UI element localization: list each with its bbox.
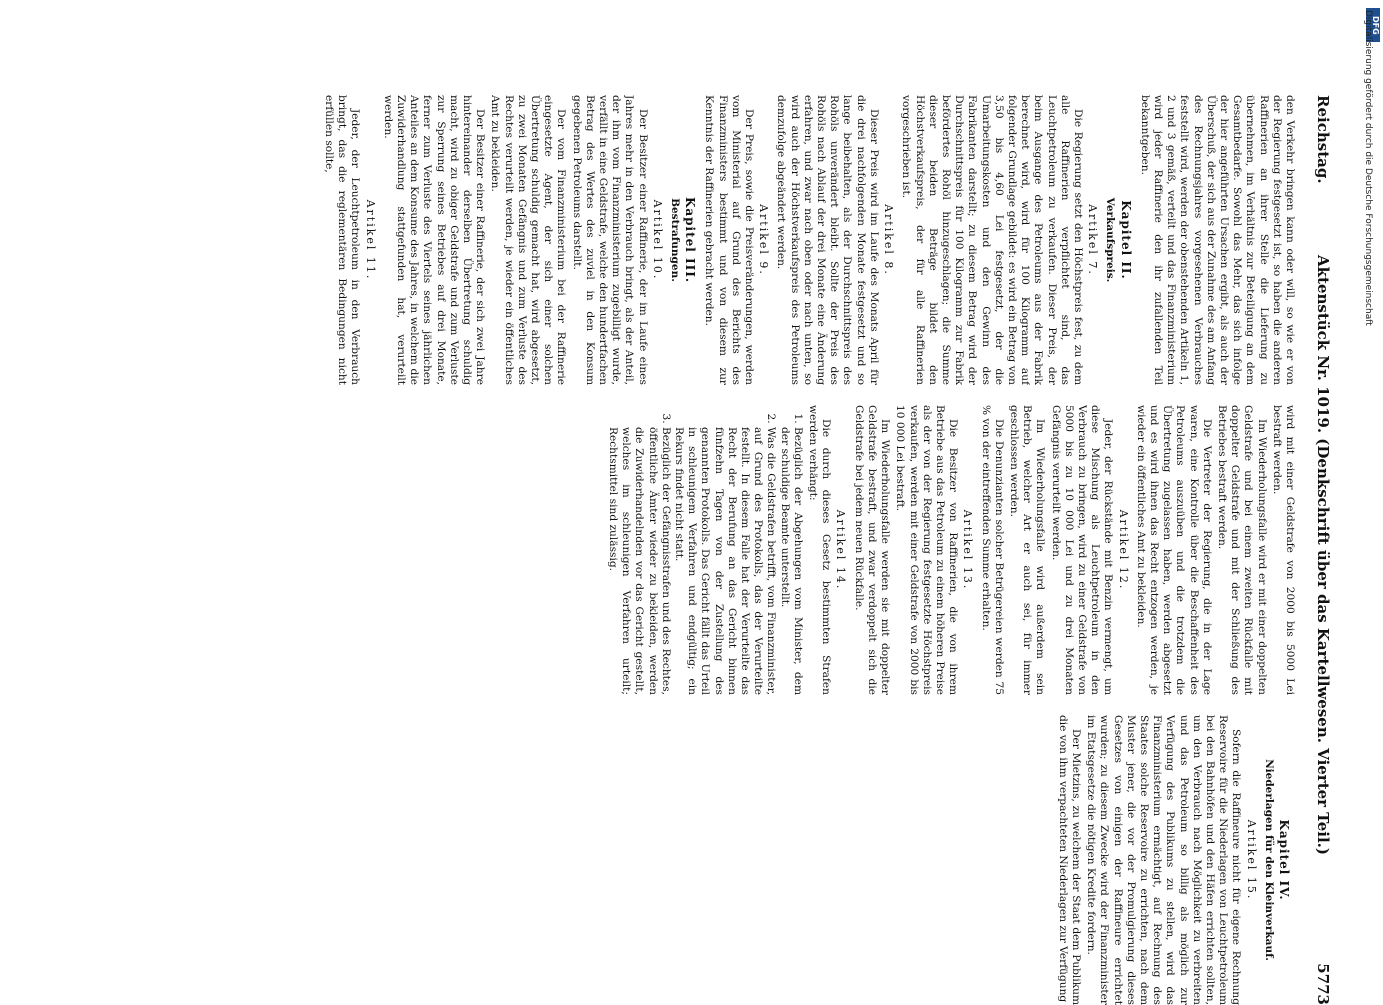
article-heading: Artikel 12. (1116, 509, 1130, 591)
chapter-heading: Kapitel III. (683, 196, 698, 284)
paragraph: Die durch dieses Gesetz bestimmten Strafen werden verhängt: (807, 405, 833, 695)
list-item: 3. Bezüglich der Gefängnisstrafen und des Rechtes, öffentliche Ämter wieder zu bekleiden, werden die Zuwiderhandelnden vor das Gericht gestellt, welches im schleunigen Verfahren urteilt; Rechtsmittel sind zulässig. (606, 427, 672, 695)
paragraph: Dieser Preis wird im Laufe des Monats April für die drei nachfolgenden Monate festgesetzt und so lange beibehalten, als der Durchschnittspreis des Rohöls unverändert bleibt. Sollte der Preis des Rohöls nach Ablauf der drei Monate eine Änderung erfahren, und zwar nach oben oder nach unten, so wird auch der Höchstverkaufspreis des Petroleums demzufolge abgeändert werden. (775, 95, 880, 385)
article-heading: Artikel 13. (961, 509, 975, 591)
paragraph: Die Vertreter der Regierung, die in der Lage waren, eine Kontrolle über die Beschaffenheit des Petroleums auszuüben und die trotzdem die Übertretung zugelassen haben, werden abgesetzt und es wird ihnen das Recht entzogen werden, je wieder ein öffentliches Amt zu bekleiden. (1134, 405, 1213, 695)
chapter-subheading: Niederlagen für den Kleinverkauf. (1262, 759, 1275, 961)
dfg-logo: DFG (1366, 8, 1380, 42)
text-column-middle (56, 405, 1296, 695)
paragraph: Der Besitzer einer Raffinerie, der im Laufe eines Jahres mehr in den Verbrauch bringt, als der Anteil, der ihm vom Finanzministerium zugebilligt wurde, verfällt in eine Geldstrafe, welche den hundertfachen Betrag des Wertes des zuviel in den Konsum gegebenen Petroleums darstellt. (570, 95, 649, 385)
text-column-right (56, 715, 1296, 1005)
paragraph: wird mit einer Geldstrafe von 2000 bis 5000 Lei bestraft werden. (1270, 405, 1296, 695)
chapter-subheading: Verkaufspreis. (1104, 197, 1117, 283)
paragraph: Der Preis, sowie die Preisveränderungen, werden vom Ministerial auf Grund des Berichts des Finanzministers bestimmt und von diesem zur Kenntnis der Raffinerien gebracht werden. (703, 95, 756, 385)
article-heading: Artikel 14. (834, 509, 848, 591)
article-heading: Artikel 8. (882, 204, 896, 276)
chapter-heading: Kapitel II. (1118, 200, 1133, 280)
penalty-list (606, 405, 804, 695)
paragraph: Im Wiederholungsfalle wird außerdem sein Betrieb, welcher Art er auch sei, für immer geschlossen werden. (1007, 405, 1047, 695)
list-item: 1. Bezüglich der Abgehungen vom Minister, dem der schuldige Beamte unterstellt. (777, 427, 803, 695)
article-heading: Artikel 10. (650, 199, 664, 281)
digitization-credit: Digitalisierung gefördert durch die Deutsche Forschungsgemeinschaft (1363, 10, 1373, 326)
article-heading: Artikel 15. (1244, 819, 1258, 901)
document-page (40, 95, 1340, 1005)
paragraph: Im Wiederholungsfalle werden sie mit doppelter Geldstrafe bestraft, und zwar verdoppelt sich die Geldstrafe bei jedem neuen Rückfalle. (852, 405, 892, 695)
article-heading: Artikel 11. (363, 199, 377, 281)
paragraph: Die Regierung setzt den Höchstpreis fest, zu dem alle Raffinerien verpflichtet sind, das Leuchtpetroleum zu verkaufen. Dieser Preis, der beim Ausgange des Petroleums aus der Fabrik berechnet wird, wird für 100 Kilogramm auf folgender Grundlage gebildet: es wird ein Betrag von 3,50 bis 4,60 Lei festgesetzt, der die Umarbeitungskosten und den Gewinn des Fabrikanten darstellt; zu diesem Betrag wird der Durchschnittspreis für 100 Kilogramm zur Fabrik befördertes Rohöl hinzugeschlagen; die Summe dieser beiden Beträge bildet den Höchstverkaufspreis, der für alle Raffinerien vorgeschrieben ist. (900, 95, 1084, 385)
paragraph: Der Besitzer einer Raffinerie, der sich zwei Jahre hintereinander derselben Übertretung schuldig macht, wird zu obiger Geldstrafe und zum Verluste zur Sperrung seines Betriebes auf drei Monate, ferner zum Verluste des Viertels seines jährlichen Anteiles an dem Konsume des Jahres, in welchem die Zuwiderhandlung stattgefunden hat, verurteilt werden. (381, 95, 487, 385)
chapter-subheading: Bestrafungen. (669, 198, 682, 282)
paragraph: Der Mietzins, zu welchem der Staat dem Publikum die von ihm verpachteten Niederlagen zur Verfügung (1056, 715, 1082, 1005)
paragraph: Die Denunzianten solcher Betrügereien werden 75 % von der eintreffenden Summe erhalten. (979, 405, 1005, 695)
header-title: Aktenstück Nr. 1019. (Denkschrift über das Kartellwesen. Vierter Teil.) (1314, 254, 1332, 856)
header-left: Reichstag. (1314, 95, 1332, 184)
paragraph: den Verkehr bringen kann oder will, so wie er von der Regierung festgesetzt ist, so haben die anderen Raffinerien an ihrer Stelle die Lieferung zu übernehmen, im Verhältnis zur Beteiligung an dem Gesamtbedarfe. Sowohl das Mehr, das sich infolge der hier angeführten Ursachen ergibt, als auch der Überschuß, der sich aus der Zunahme des am Anfang des Rechnungsjahres vorgesehenen Verbrauches feststellt wird, werden der obenstehenden Artikeln 1, 2 und 3 gemäß, verteilt und das Finanzministerium wird jeder Raffinerie den ihr zufallenden Teil bekanntgeben. (1138, 95, 1296, 385)
paragraph: Jeder, der Leuchtpetroleum in den Verbrauch bringt, das die reglementären Bedingungen nicht erfüllen sollte, (322, 95, 362, 385)
paragraph: Der vom Finanzministerium bei der Raffinerie eingesetzte Agent, der sich einer solchen Übertretung schuldig gemacht hat, wird abgesetzt, zu zwei Monaten Gefängnis und zum Verluste des Rechtes verurteilt werden, je wieder ein öffentliches Amt zu bekleiden. (489, 95, 568, 385)
paragraph: Jeder, der Rückstände mit Benzin vermengt, um diese Mischung als Leuchtpetroleum in den Verbrauch zu bringen, wird zu einer Geldstrafe von 5000 bis zu 10 000 Lei und zu drei Monaten Gefängnis verurteilt werden. (1049, 405, 1115, 695)
chapter-heading: Kapitel IV. (1277, 819, 1291, 901)
article-heading: Artikel 7. (1086, 204, 1100, 276)
paragraph: Die Besitzer von Raffinerien, die von ihrem Betriebe aus das Petroleum zu einem höheren Preise als der von der Regierung festgesetzte Höchstpreis verkaufen, werden mit einer Geldstrafe von 2000 bis 10 000 Lei bestraft. (894, 405, 960, 695)
text-column-left (56, 95, 1296, 385)
article-heading: Artikel 9. (757, 204, 771, 276)
paragraph: Im Wiederholungsfalle wird er mit einer doppelten Geldstrafe und bei einem zweiten Rückfalle mit doppelter Geldstrafe und mit der Schließung des Betriebes bestraft werden. (1215, 405, 1268, 695)
paragraph: Sofern die Raffineure nicht für eigene Rechnung Reservoire für die Niederlagen von Leuchtpetroleum bei den Bahnhöfen und den Häfen errichten sollten, um den Verbrauch nach Möglichkeit zu verbreiten und das Petroleum so billig als möglich zur Verfügung des Publikums zu stellen, wird das Finanzministerium ermächtigt, auf Rechnung des Staates solche Reservoire zu errichten, nach dem Muster jener, die vor der Promulgierung dieses Gesetzes von einigen der Raffineure errichtet wurden; zu diesem Zwecke wird der Finanzminister im Etatsgesetze die nötigen Kredite fordern. (1085, 715, 1243, 1005)
page-header (1306, 95, 1340, 1005)
page-number: 5773 (1314, 963, 1332, 1005)
list-item: 2. Was die Geldstrafen betrifft, vom Finanzminister, auf Grund des Protokolls, das der Verurteilte festellt. In diesem Falle hat der Verurteilte das Recht der Berufung an das Gericht binnen fünfzehn Tagen von der Zustellung des genannten Protokolls. Das Gericht fällt das Urteil in schleunigem Verfahren und endgültig; ein Rekurs findet nicht statt. (672, 427, 778, 695)
